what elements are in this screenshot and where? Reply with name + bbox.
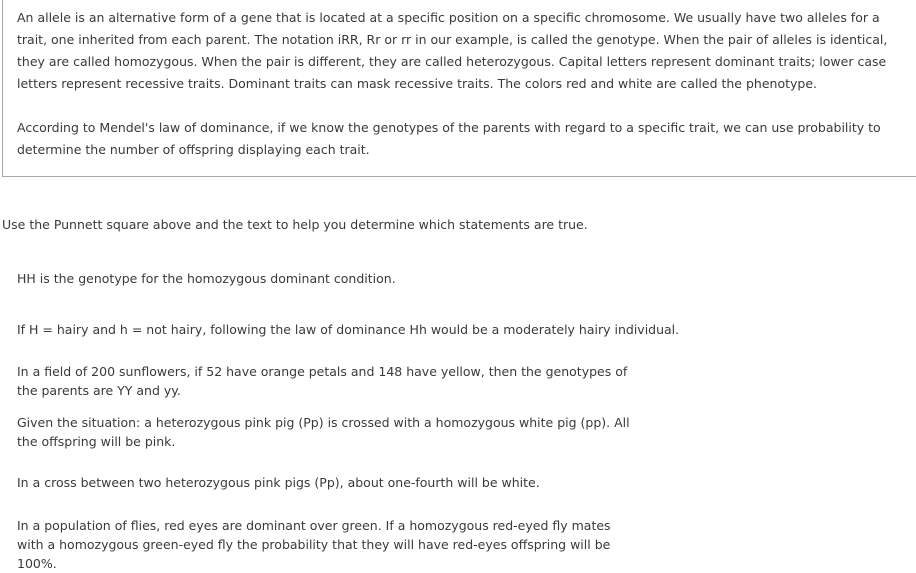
- question-prompt: Use the Punnett square above and the text to help you determine which statements are true.: [2, 217, 588, 232]
- passage-paragraph-mendel-law: According to Mendel's law of dominance, if we know the genotypes of the parents with regard to a specific trait, we can use probability to determine the number of offspring displaying each trait.: [17, 120, 881, 157]
- statement-option[interactable]: In a field of 200 sunflowers, if 52 have orange petals and 148 have yellow, then the genotypes of the parents are YY and yy.: [17, 364, 628, 398]
- statement-option[interactable]: HH is the genotype for the homozygous dominant condition.: [17, 271, 396, 286]
- statement-option[interactable]: In a population of flies, red eyes are dominant over green. If a homozygous red-eyed fly mates with a homozygous green-eyed fly the probability that they will have red-eyes offspring will be 100%.: [17, 518, 611, 571]
- statement-option[interactable]: If H = hairy and h = not hairy, following the law of dominance Hh would be a moderately hairy individual.: [17, 322, 680, 337]
- statement-option[interactable]: In a cross between two heterozygous pink pigs (Pp), about one-fourth will be white.: [17, 475, 540, 490]
- statement-option[interactable]: Given the situation: a heterozygous pink pig (Pp) is crossed with a homozygous white pig (pp). All the offspring will be pink.: [17, 415, 630, 449]
- passage-box: [2, 0, 916, 177]
- passage-paragraph-allele-definition: An allele is an alternative form of a gene that is located at a specific position on a specific chromosome. We usually have two alleles for a trait, one inherited from each parent. The notation iRR, Rr or rr in our example, is called the genotype. When the pair of alleles is identical, they are called homozygous. When the pair is different, they are called heterozygous. Capital letters represent dominant traits; lower case letters represent recessive traits. Dominant traits can mask recessive traits. The colors red and white are called the phenotype.: [17, 10, 888, 91]
